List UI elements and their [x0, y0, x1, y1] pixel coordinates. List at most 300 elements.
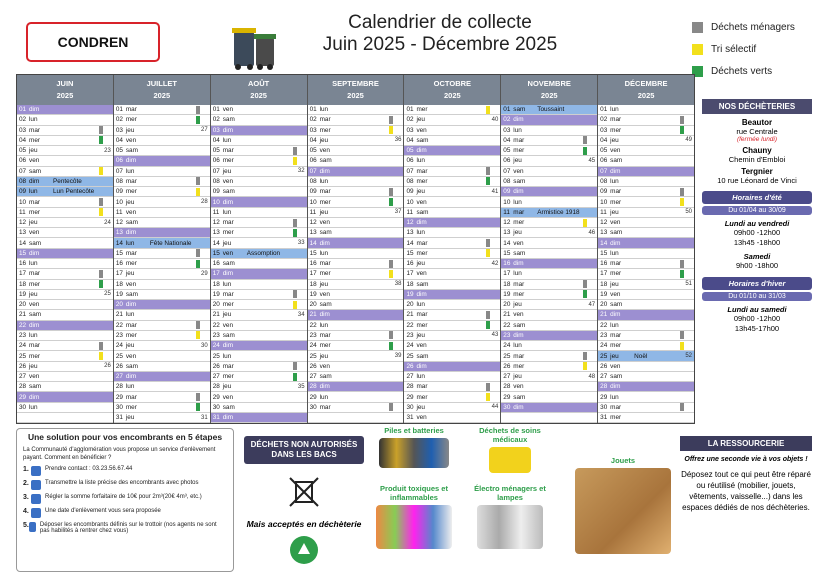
day-label: 29 [309, 393, 317, 401]
weekday-label: mer [416, 177, 428, 185]
category-label: Produit toxiques et inflammables [380, 484, 448, 502]
day-label: 14 [212, 239, 220, 247]
day-label: 27 [309, 373, 317, 381]
day-label: 30 [115, 403, 123, 411]
collection-marker [680, 188, 684, 196]
weekday-label: mar [125, 106, 137, 114]
weekday-label: ven [513, 383, 524, 391]
weekday-label: dim [416, 362, 427, 370]
encombrants-panel [16, 428, 234, 572]
day-row [404, 177, 500, 187]
day-row [501, 167, 597, 177]
weekday-label: mar [125, 393, 137, 401]
weekday-label: sam [222, 331, 235, 339]
day-label: 05 [503, 147, 511, 155]
weekday-label: lun [125, 239, 135, 247]
day-label: 08 [309, 177, 317, 185]
weekday-label: sam [416, 352, 429, 360]
weekday-label: lun [319, 106, 329, 114]
day-label: 24 [600, 342, 608, 350]
day-row [114, 351, 210, 361]
weekday-label: lun [222, 136, 232, 144]
day-row [211, 372, 307, 382]
day-row [404, 362, 500, 372]
weekday-label: sam [513, 321, 526, 329]
week-number: 36 [394, 137, 402, 144]
weekday-label: jeu [416, 403, 425, 411]
weekday-label: lun [125, 167, 135, 175]
day-label: 03 [600, 126, 608, 134]
collection-marker [486, 383, 490, 391]
holiday-name: Toussaint [537, 106, 565, 114]
ressourcerie-title: LA RESSOURCERIE [680, 436, 812, 451]
day-label: 17 [600, 270, 608, 278]
day-label: 23 [406, 331, 414, 339]
weekday-label: dim [29, 321, 40, 329]
category-label: Jouets [610, 456, 636, 465]
weekday-label: lun [416, 157, 425, 165]
day-row [501, 136, 597, 146]
weekday-label: ven [222, 393, 234, 401]
collection-marker [99, 270, 103, 278]
day-row [17, 249, 113, 259]
legend [692, 18, 795, 84]
day-label: 29 [115, 393, 123, 401]
weekday-label: jeu [416, 260, 425, 268]
weekday-label: jeu [416, 188, 425, 196]
day-label: 23 [503, 331, 511, 339]
day-row [598, 351, 694, 361]
weekday-label: mar [125, 177, 137, 185]
weekday-label: lun [610, 321, 619, 329]
weekday-label: mer [125, 331, 137, 339]
day-row [114, 146, 210, 156]
day-label: 13 [503, 229, 511, 237]
day-label: 16 [19, 260, 27, 268]
day-row [598, 341, 694, 351]
step-icon [29, 522, 36, 532]
day-label: 05 [309, 147, 317, 155]
day-row [598, 382, 694, 392]
day-row [501, 300, 597, 310]
day-label: 27 [212, 373, 220, 381]
day-label: 21 [115, 311, 123, 319]
day-label: 06 [19, 157, 27, 165]
day-row [308, 403, 404, 413]
day-row [501, 197, 597, 207]
day-label: 07 [309, 167, 317, 175]
week-number: 42 [491, 260, 499, 267]
weekday-label: mar [319, 116, 331, 124]
non-autorises-panel [244, 436, 364, 570]
month-year: 2025 [637, 91, 655, 100]
weekday-label: mer [125, 260, 137, 268]
weekday-label: dim [416, 147, 427, 155]
day-row [501, 392, 597, 402]
step-text: Une date d'enlèvement vous sera proposée [45, 508, 161, 514]
day-row [308, 310, 404, 320]
weekday-label: jeu [513, 301, 522, 309]
summer-saturday: Samedi [743, 252, 771, 261]
site-address: Chemin d'Embloi [728, 155, 786, 164]
weekday-label: mar [222, 147, 234, 155]
day-label: 01 [19, 106, 27, 114]
day-row [308, 300, 404, 310]
weekday-label: dim [610, 167, 621, 175]
day-row [308, 228, 404, 238]
weekday-label: lun [319, 177, 329, 185]
day-label: 15 [115, 249, 123, 257]
week-number: 37 [394, 209, 402, 216]
day-row [17, 126, 113, 136]
day-row [114, 136, 210, 146]
weekday-label: ven [319, 147, 330, 155]
day-row [17, 228, 113, 238]
weekday-label: mar [416, 239, 428, 247]
weekday-label: lun [610, 106, 619, 114]
day-row [211, 269, 307, 279]
category-toys [568, 456, 678, 554]
collection-marker [196, 249, 200, 257]
day-row [501, 403, 597, 413]
week-number: 51 [685, 281, 693, 288]
day-label: 25 [212, 352, 220, 360]
weekday-label: jeu [222, 311, 232, 319]
collection-marker [583, 136, 587, 144]
weekday-label: sam [29, 311, 42, 319]
day-row [211, 238, 307, 248]
non-autorises-title: DÉCHETS NON AUTORISÉS DANS LES BACS [244, 436, 364, 464]
weekday-label: jeu [125, 126, 135, 134]
day-label: 20 [503, 301, 511, 309]
day-row [17, 413, 113, 423]
day-label: 22 [115, 321, 123, 329]
weekday-label: sam [610, 157, 623, 165]
collection-marker [293, 229, 297, 237]
day-row [17, 331, 113, 341]
weekday-label: sam [125, 362, 138, 370]
day-row [17, 197, 113, 207]
weekday-label: mar [319, 331, 331, 339]
weekday-label: mer [416, 249, 428, 257]
week-number: 31 [201, 414, 208, 421]
day-row [211, 228, 307, 238]
step-icon [31, 466, 41, 476]
collection-marker [99, 126, 103, 134]
weekday-label: mer [222, 157, 234, 165]
day-row [501, 156, 597, 166]
weekday-label: dim [513, 331, 524, 339]
category-appliances [462, 484, 558, 549]
day-row [114, 187, 210, 197]
day-row [404, 351, 500, 361]
day-row [598, 372, 694, 382]
encombrants-step [23, 508, 227, 518]
weekday-label: sam [125, 147, 138, 155]
day-row [404, 259, 500, 269]
weekday-label: mer [125, 188, 137, 196]
day-row [17, 403, 113, 413]
day-label: 06 [115, 157, 123, 165]
collection-marker [486, 393, 490, 401]
collection-marker [680, 116, 684, 124]
holiday-name: Assomption [246, 249, 281, 257]
day-label: 31 [600, 414, 608, 422]
day-row [114, 259, 210, 269]
day-label: 09 [600, 188, 608, 196]
day-label: 22 [600, 321, 608, 329]
weekday-label: sam [222, 188, 235, 196]
weekday-label: mar [513, 136, 525, 144]
day-label: 08 [600, 177, 608, 185]
day-label: 21 [309, 311, 317, 319]
day-label: 20 [309, 301, 317, 309]
weekday-label: dim [319, 167, 330, 175]
day-row [501, 208, 597, 218]
holiday-name: Armistice 1918 [537, 208, 580, 216]
legend-swatch [692, 44, 703, 55]
day-label: 19 [600, 290, 608, 298]
collection-marker [583, 219, 587, 227]
weekday-label: sam [125, 219, 138, 227]
weekday-label: ven [416, 342, 427, 350]
day-row [404, 341, 500, 351]
day-label: 09 [406, 188, 414, 196]
weekday-label: mar [222, 219, 234, 227]
weekday-label: sam [610, 229, 623, 237]
weekday-label: dim [222, 414, 234, 422]
weekday-label: dim [610, 311, 621, 319]
encombrants-intro: La Communauté d'agglomération vous propose un service d'enlèvement payant. Comment en bénéficier ? [23, 447, 216, 461]
day-row [211, 413, 307, 423]
day-row [501, 146, 597, 156]
day-label: 18 [503, 280, 511, 288]
day-row [308, 392, 404, 402]
day-label: 24 [503, 342, 511, 350]
day-label: 04 [406, 136, 414, 144]
weekday-label: dim [125, 157, 137, 165]
weekday-label: lun [513, 270, 522, 278]
day-row [308, 218, 404, 228]
day-row [501, 218, 597, 228]
day-label: 14 [309, 239, 317, 247]
day-label: 01 [406, 106, 414, 114]
step-icon [31, 480, 41, 490]
decheteries-title: NOS DÉCHÈTERIES [702, 99, 812, 114]
day-row [404, 228, 500, 238]
weekday-label: mer [29, 280, 41, 288]
day-label: 26 [406, 362, 414, 370]
weekday-label: ven [416, 414, 427, 422]
collection-marker [99, 198, 103, 206]
day-row [17, 382, 113, 392]
day-row [308, 208, 404, 218]
weekday-label: sam [319, 373, 332, 381]
weekday-label: sam [513, 106, 526, 114]
day-label: 08 [212, 177, 220, 185]
weekday-label: mar [29, 270, 41, 278]
weekday-label: sam [319, 157, 332, 165]
day-row [598, 290, 694, 300]
day-label: 10 [406, 198, 414, 206]
day-label: 04 [503, 136, 511, 144]
month-name: NOVEMBRE [527, 79, 571, 88]
day-label: 10 [503, 198, 511, 206]
day-row [211, 156, 307, 166]
day-row [501, 238, 597, 248]
day-row [211, 351, 307, 361]
day-row [598, 126, 694, 136]
collection-marker [583, 280, 587, 288]
weekday-label: sam [513, 393, 526, 401]
collection-marker [196, 188, 200, 196]
day-label: 23 [600, 331, 608, 339]
collection-marker [583, 147, 587, 155]
category-label: Déchets de soins médicaux [479, 426, 541, 444]
day-row [404, 238, 500, 248]
day-row [308, 331, 404, 341]
weekday-label: jeu [610, 208, 619, 216]
day-label: 03 [19, 126, 27, 134]
day-row [114, 228, 210, 238]
day-row [17, 136, 113, 146]
day-label: 02 [600, 116, 608, 124]
day-row [308, 249, 404, 259]
weekday-label: jeu [610, 136, 619, 144]
weekday-label: mar [610, 260, 622, 268]
collection-marker [389, 116, 393, 124]
day-label: 19 [503, 290, 511, 298]
day-label: 15 [503, 249, 511, 257]
day-row [114, 362, 210, 372]
weekday-label: jeu [319, 280, 329, 288]
weekday-label: mar [29, 342, 41, 350]
day-row [501, 105, 597, 115]
weekday-label: mer [610, 270, 622, 278]
day-row [598, 300, 694, 310]
weekday-label: jeu [29, 147, 38, 155]
day-row [211, 300, 307, 310]
day-row [404, 249, 500, 259]
day-row [598, 362, 694, 372]
weekday-label: dim [319, 311, 330, 319]
month-year: 2025 [444, 91, 461, 100]
day-row [501, 321, 597, 331]
day-label: 30 [600, 403, 608, 411]
day-row [114, 372, 210, 382]
weekday-label: mer [29, 136, 41, 144]
day-label: 07 [503, 167, 511, 175]
day-row [114, 413, 210, 423]
weekday-label: mar [513, 208, 525, 216]
day-label: 31 [115, 414, 123, 422]
day-row [114, 238, 210, 248]
weekday-label: lun [319, 393, 329, 401]
weekday-label: dim [513, 116, 524, 124]
day-row [308, 269, 404, 279]
legend-label: Déchets ménagers [711, 21, 795, 33]
day-row [308, 177, 404, 187]
day-label: 13 [600, 229, 608, 237]
weekday-label: ven [29, 301, 40, 309]
toys-box-icon [575, 468, 671, 554]
day-label: 04 [309, 136, 317, 144]
day-row [598, 280, 694, 290]
summer-days: Lundi au vendredi [724, 219, 790, 228]
day-label: 09 [309, 188, 317, 196]
weekday-label: mar [610, 116, 622, 124]
weekday-label: ven [125, 136, 137, 144]
month-header [308, 75, 404, 105]
day-row [308, 351, 404, 361]
collection-marker [196, 403, 200, 411]
day-label: 12 [19, 219, 27, 227]
day-row [501, 362, 597, 372]
day-label: 19 [406, 290, 414, 298]
day-row [308, 146, 404, 156]
weekday-label: ven [125, 208, 137, 216]
battery-icon [379, 438, 449, 468]
weekday-label: ven [319, 362, 330, 370]
day-row [404, 310, 500, 320]
day-row [114, 290, 210, 300]
month-column [114, 75, 211, 423]
day-row [211, 331, 307, 341]
month-header [404, 75, 500, 105]
day-label: 02 [115, 116, 123, 124]
day-label: 27 [115, 373, 123, 381]
weekday-label: dim [513, 260, 524, 268]
weekday-label: lun [29, 188, 38, 196]
month-header [211, 75, 307, 105]
collection-marker [293, 157, 297, 165]
weekday-label: jeu [513, 373, 522, 381]
weekday-label: jeu [125, 414, 135, 422]
day-label: 14 [600, 239, 608, 247]
day-row [308, 115, 404, 125]
week-number: 45 [588, 157, 596, 164]
day-row [501, 259, 597, 269]
day-row [17, 238, 113, 248]
day-row [308, 238, 404, 248]
day-row [308, 341, 404, 351]
week-number: 30 [201, 342, 208, 349]
month-name: SEPTEMBRE [332, 79, 379, 88]
calendar-grid [16, 74, 695, 424]
day-label: 21 [600, 311, 608, 319]
ressourcerie-panel [680, 436, 812, 513]
weekday-label: sam [319, 229, 332, 237]
step-icon [31, 494, 41, 504]
weekday-label: mer [513, 290, 525, 298]
collection-marker [389, 270, 393, 278]
weekday-label: lun [29, 260, 38, 268]
weekday-label: ven [513, 167, 524, 175]
day-row [501, 290, 597, 300]
day-label: 14 [503, 239, 511, 247]
month-column [308, 75, 405, 423]
weekday-label: jeu [222, 167, 232, 175]
day-row [598, 136, 694, 146]
weekday-label: mar [29, 126, 41, 134]
day-label: 17 [503, 270, 511, 278]
day-row [404, 115, 500, 125]
weekday-label: mar [29, 198, 41, 206]
step-text: Prendre contact : 03.23.56.67.44 [45, 466, 133, 472]
weekday-label: lun [319, 321, 329, 329]
encombrants-title: Une solution pour vos encombrants en 5 étapes [27, 432, 223, 442]
day-row [114, 280, 210, 290]
